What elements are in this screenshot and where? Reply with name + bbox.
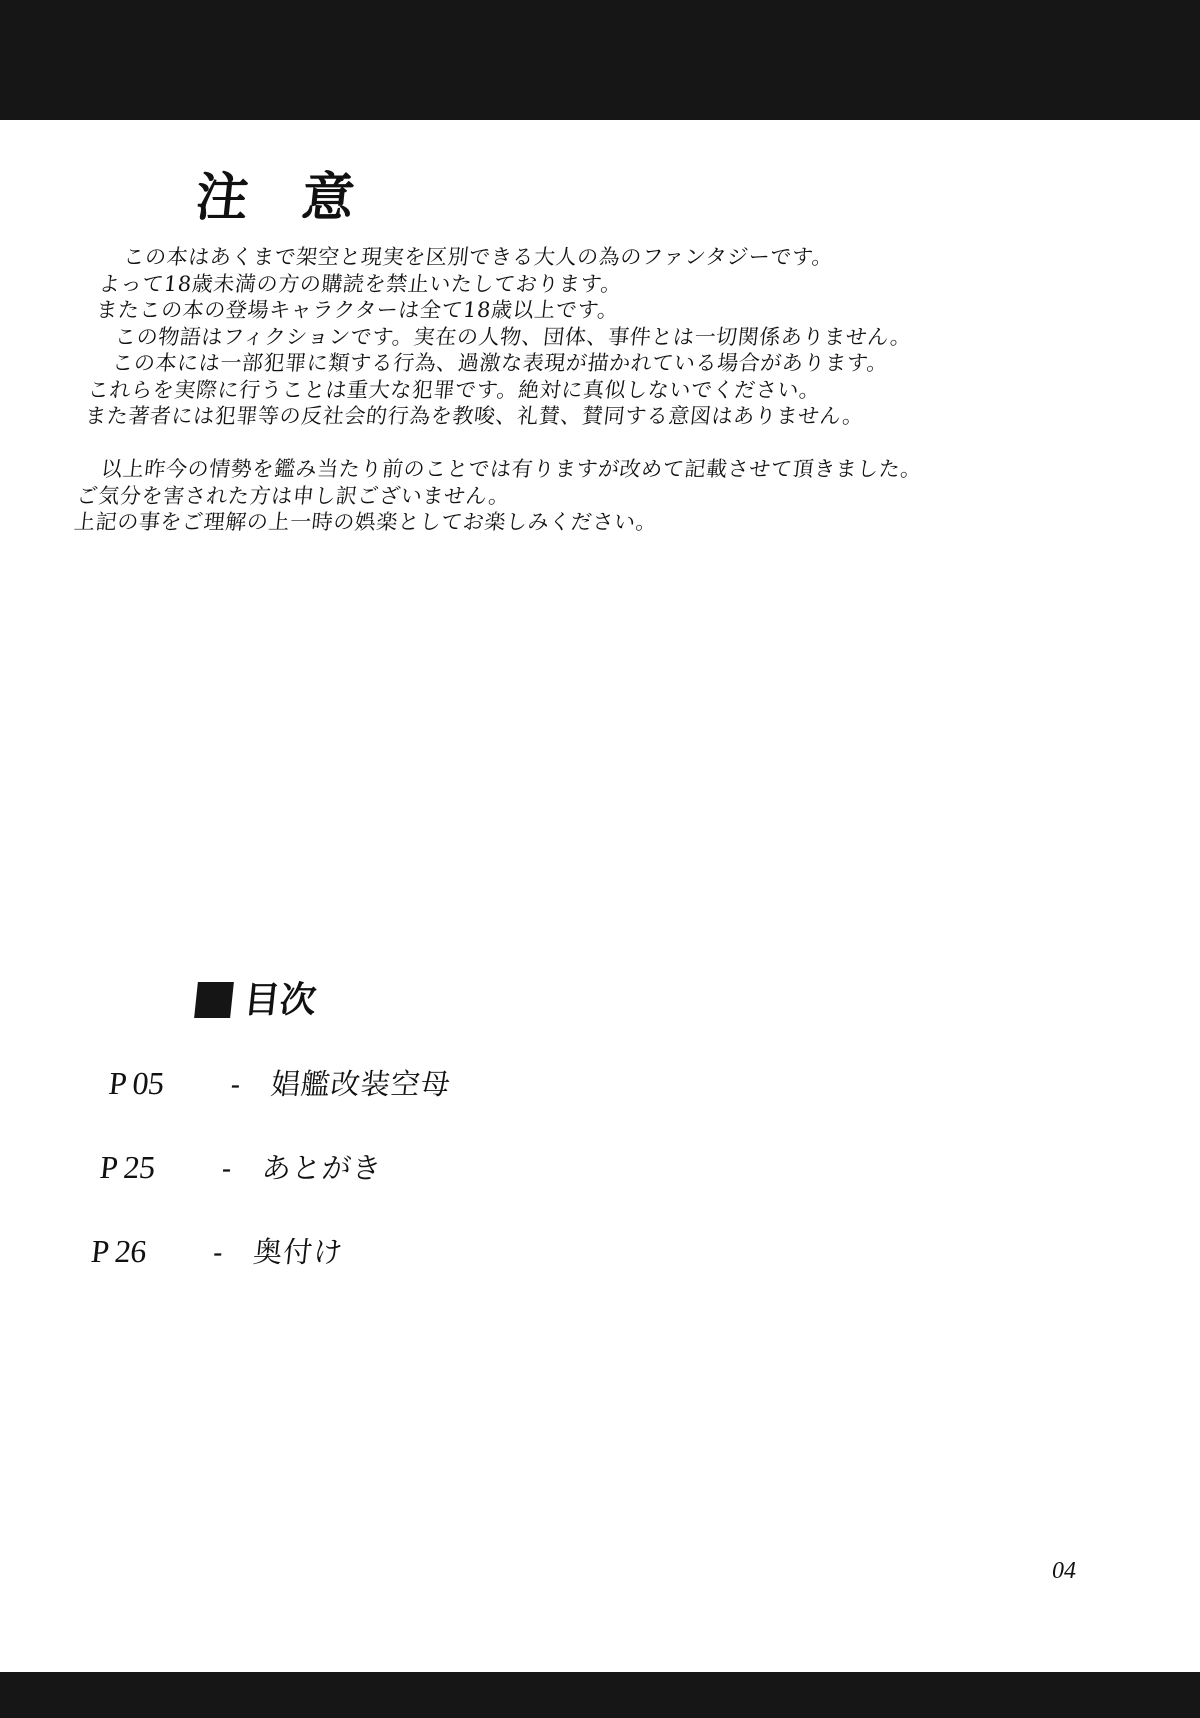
toc-title: 目次 xyxy=(241,979,319,1021)
black-square-icon xyxy=(194,982,234,1018)
notice-line: これらを実際に行うことは重大な犯罪です。絶対に真似しないでください。 xyxy=(86,377,823,402)
toc-heading xyxy=(194,979,319,1021)
toc-entry-separator: - xyxy=(211,1236,225,1269)
notice-title: 注 意 xyxy=(192,167,376,228)
toc-entry-separator: - xyxy=(220,1152,234,1185)
notice-line: また著者には犯罪等の反社会的行為を教唆、礼賛、賛同する意図はありません。 xyxy=(83,404,866,428)
notice-line: この本には一部犯罪に類する行為、過激な表現が描かれている場合があります。 xyxy=(89,351,890,375)
toc-entry-label: 娼艦改装空母 xyxy=(269,1067,453,1101)
notice-line: よって18歳未満の方の購読を禁止いたしております。 xyxy=(97,271,624,296)
notice-blank-line xyxy=(81,430,1144,457)
toc-entry-label: 奥付け xyxy=(251,1235,346,1269)
page-number: 04 xyxy=(1052,1558,1076,1584)
toc-entry xyxy=(94,1146,445,1230)
toc-list xyxy=(85,1062,454,1314)
notice-line: この物語はフィクションです。実在の人物、団体、事件とは一切関係ありません。 xyxy=(92,324,914,349)
bottom-black-band xyxy=(0,1672,1200,1718)
toc-entry-page: P 26 xyxy=(89,1233,148,1269)
toc-entry xyxy=(85,1230,436,1314)
toc-entry-page: P 25 xyxy=(98,1149,157,1185)
toc-entry-label: あとがき xyxy=(260,1151,384,1185)
toc-entry-separator: - xyxy=(229,1068,243,1101)
notice-line: またこの本の登場キャラクターは全て18歳以上です。 xyxy=(95,298,621,322)
toc-entry xyxy=(102,1062,453,1146)
notice-body xyxy=(73,244,1164,536)
notice-line: ご気分を害された方は申し訳ございません。 xyxy=(75,483,512,508)
top-black-band xyxy=(0,0,1200,120)
toc-entry-page: P 05 xyxy=(107,1065,166,1101)
notice-line: この本はあくまで架空と現実を区別できる大人の為のファンタジーです。 xyxy=(100,245,835,269)
notice-line: 以上昨今の情勢を鑑み当たり前のことでは有りますが改めて記載させて頂きました。 xyxy=(78,457,924,481)
notice-line: 上記の事をご理解の上一時の娯楽としてお楽しみください。 xyxy=(72,510,659,534)
